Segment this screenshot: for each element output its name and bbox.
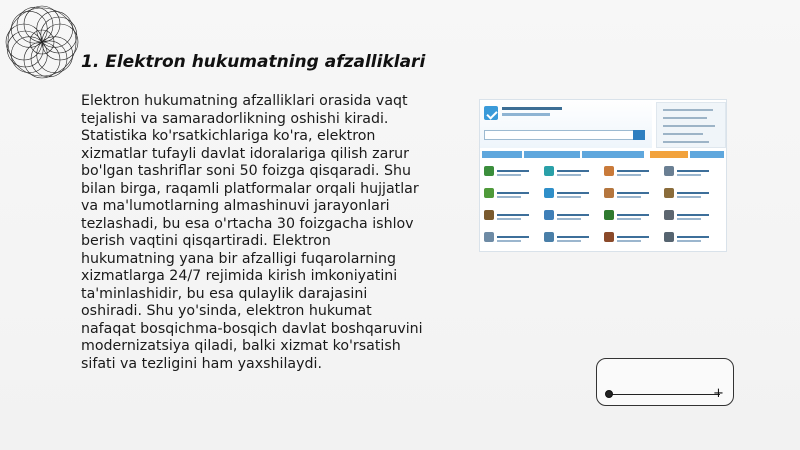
service-item bbox=[544, 208, 594, 224]
side-line bbox=[663, 133, 703, 135]
computer-icon bbox=[664, 232, 674, 242]
service-item bbox=[484, 186, 534, 202]
service-label bbox=[617, 214, 649, 216]
service-sublabel bbox=[677, 196, 701, 198]
service-item bbox=[484, 230, 534, 246]
service-label bbox=[677, 214, 709, 216]
service-sublabel bbox=[617, 174, 641, 176]
globe-icon bbox=[544, 166, 554, 176]
printer-icon bbox=[664, 210, 674, 220]
service-label bbox=[497, 170, 529, 172]
service-label bbox=[497, 214, 529, 216]
connector-line bbox=[608, 394, 720, 395]
service-label bbox=[497, 236, 529, 238]
doctor-icon bbox=[484, 166, 494, 176]
scales-icon bbox=[664, 188, 674, 198]
rosette-logo-icon bbox=[4, 4, 80, 80]
slide-title: 1. Elektron hukumatning afzalliklari bbox=[81, 52, 426, 72]
people-icon bbox=[484, 232, 494, 242]
service-item bbox=[484, 164, 534, 180]
service-sublabel bbox=[617, 240, 641, 242]
service-item bbox=[544, 164, 594, 180]
service-label bbox=[557, 214, 589, 216]
service-label bbox=[677, 170, 709, 172]
portal-site-name bbox=[502, 107, 562, 110]
service-label bbox=[617, 236, 649, 238]
service-item bbox=[664, 164, 714, 180]
service-sublabel bbox=[677, 218, 701, 220]
line-drawing-widget[interactable] bbox=[596, 358, 734, 406]
service-sublabel bbox=[557, 196, 581, 198]
service-item bbox=[544, 186, 594, 202]
globe-icon bbox=[544, 188, 554, 198]
service-item bbox=[484, 208, 534, 224]
side-line bbox=[663, 109, 713, 111]
animals-icon bbox=[484, 210, 494, 220]
portal-tab bbox=[582, 151, 644, 158]
slide-body-text: Elektron hukumatning afzalliklari orasida vaqt tejalishi va samaradorlikning oshishi kiradi. Statistika ko'rsatkichlariga ko'ra, elektron xizmatlar tufayli davlat idoralariga qilish zarur bo'lgan tashriflar soni 50 foizga qisqaradi. Shu bilan birga, raqamli platformalar orqali hujjatlar va ma'lumotlarning almashinuvi jarayonlari tezlashadi, bu esa o'rtacha 30 foizgacha ishlov berish vaqtini qisqartiradi. Elektron hukumatning yana bir afzalligi fuqarolarning xizmatlarga 24/7 rejimida kirish imkoniyatini ta'minlashidir, bu esa qulaylik darajasini oshiradi. Shu yo'sinda, elektron hukumat nafaqat bosqichma-bosqich davlat boshqaruvini modernizatsiya qiladi, balki xizmat ko'rsatish sifati va tezligini ham yaxshilaydi. bbox=[81, 93, 423, 372]
service-sublabel bbox=[677, 174, 701, 176]
service-label bbox=[557, 170, 589, 172]
service-item bbox=[664, 208, 714, 224]
tree-icon bbox=[604, 210, 614, 220]
service-label bbox=[497, 192, 529, 194]
service-sublabel bbox=[557, 240, 581, 242]
service-sublabel bbox=[557, 218, 581, 220]
service-label bbox=[677, 236, 709, 238]
service-item bbox=[604, 164, 654, 180]
side-line bbox=[663, 141, 709, 143]
box-icon bbox=[604, 188, 614, 198]
service-sublabel bbox=[617, 196, 641, 198]
service-sublabel bbox=[497, 218, 521, 220]
service-sublabel bbox=[497, 196, 521, 198]
tree-icon bbox=[484, 188, 494, 198]
briefcase-icon bbox=[604, 232, 614, 242]
egov-portal-screenshot bbox=[479, 99, 727, 252]
service-sublabel bbox=[497, 174, 521, 176]
portal-site-url bbox=[502, 113, 550, 116]
network-icon bbox=[664, 166, 674, 176]
portal-search-input bbox=[484, 130, 636, 140]
service-sublabel bbox=[677, 240, 701, 242]
service-item bbox=[604, 186, 654, 202]
service-item bbox=[604, 230, 654, 246]
service-label bbox=[617, 170, 649, 172]
side-line bbox=[663, 125, 715, 127]
portal-tab-bar bbox=[482, 151, 724, 158]
side-line bbox=[663, 117, 707, 119]
service-label bbox=[677, 192, 709, 194]
dot-icon[interactable] bbox=[605, 390, 613, 398]
service-sublabel bbox=[557, 174, 581, 176]
service-sublabel bbox=[497, 240, 521, 242]
service-item bbox=[544, 230, 594, 246]
service-label bbox=[557, 192, 589, 194]
portal-tab bbox=[690, 151, 724, 158]
portal-tab-highlighted bbox=[650, 151, 688, 158]
service-label bbox=[617, 192, 649, 194]
city-icon bbox=[544, 232, 554, 242]
portal-tab bbox=[482, 151, 522, 158]
portal-side-panel bbox=[656, 102, 726, 148]
car-icon bbox=[604, 166, 614, 176]
portal-logo-icon bbox=[484, 106, 498, 120]
service-item bbox=[604, 208, 654, 224]
service-label bbox=[557, 236, 589, 238]
service-sublabel bbox=[617, 218, 641, 220]
portal-tab bbox=[524, 151, 580, 158]
portal-header bbox=[480, 100, 652, 148]
portal-search-button bbox=[633, 130, 645, 140]
book-icon bbox=[544, 210, 554, 220]
service-item bbox=[664, 230, 714, 246]
service-item bbox=[664, 186, 714, 202]
cross-icon[interactable]: + bbox=[713, 386, 724, 401]
